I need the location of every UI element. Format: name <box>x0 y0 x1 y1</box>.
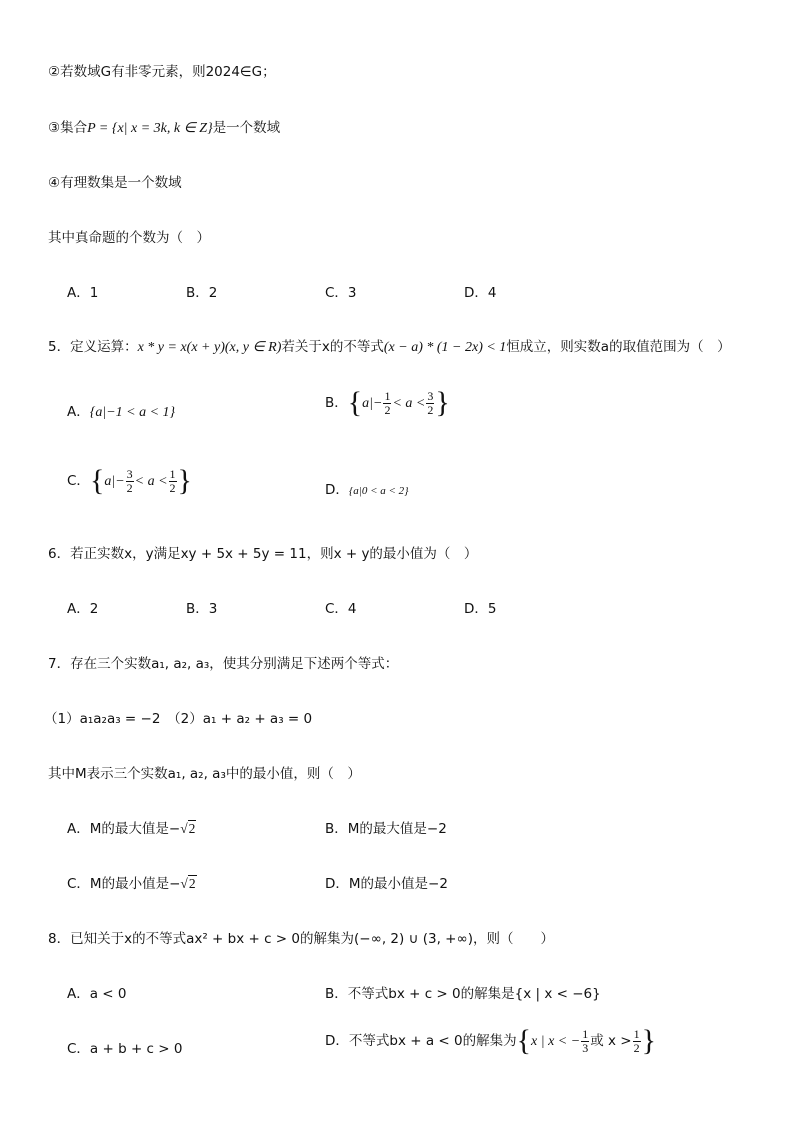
q5-inequality: (x − a) * (1 − 2x) < 1 <box>383 340 507 355</box>
q5-option-d[interactable] <box>325 478 409 498</box>
q5-option-b-frac-1: $\frac{1}{2}$ <box>384 388 391 417</box>
q7-option-a-sqrt: √2 <box>180 821 196 836</box>
question-5-stem <box>48 335 731 356</box>
q5-option-a[interactable] <box>67 400 175 421</box>
q8-option-d-frac-1: $\frac{1}{3}$ <box>582 1026 589 1055</box>
q8-option-d-or: 或 x > <box>590 1033 632 1049</box>
q5-definition: x * y = x(x + y)(x, y ∈ R) <box>137 340 282 355</box>
q7-option-d[interactable]: D．M的最小值是−2 <box>325 876 448 892</box>
q5-middle: 若关于x的不等式 <box>281 339 384 355</box>
statement-3-suffix: 是一个数域 <box>212 120 281 136</box>
question-8-stem: 8．已知关于x的不等式ax² + bx + c > 0的解集为(−∞, 2) ∪ (3, +∞)，则（ ） <box>48 931 554 947</box>
q6-option-d[interactable]: D．5 <box>464 601 497 617</box>
q5-option-d-label: D． <box>325 482 349 498</box>
q5-option-a-set: {a|−1 < a < 1} <box>89 405 176 420</box>
q5-option-b-text: a|− <box>362 396 383 411</box>
q7-option-a-text: A．M的最大值是− <box>67 821 181 837</box>
q5-option-c-text: a|− <box>104 474 125 489</box>
q5-option-c-lt: < a < <box>134 474 168 489</box>
q7-option-c-text: C．M的最小值是− <box>67 876 181 892</box>
statement-3 <box>48 116 280 137</box>
q5-option-c-frac-1: $\frac{3}{2}$ <box>126 466 133 495</box>
q7-option-b[interactable]: B．M的最大值是−2 <box>325 821 447 837</box>
question-4-ask: 其中真命题的个数为（ ） <box>48 230 210 246</box>
statement-3-set: P = {x| x = 3k, k ∈ Z} <box>87 121 213 136</box>
q8-option-b[interactable]: B．不等式bx + c > 0的解集是{x | x < −6} <box>325 986 601 1002</box>
q5-option-b-frac-2: $\frac{3}{2}$ <box>427 388 434 417</box>
q8-option-d[interactable]: D．不等式bx + a < 0的解集为{x | x < − $\frac{1}{3}$ 或 x > $\frac{1}{2}$ } <box>325 1024 656 1057</box>
q4-option-d[interactable]: D．4 <box>464 285 497 301</box>
question-7-stem: 7．存在三个实数a₁, a₂, a₃，使其分别满足下述两个等式： <box>48 656 399 672</box>
q6-option-c[interactable]: C．4 <box>325 601 357 617</box>
q5-option-b-label: B． <box>325 395 348 411</box>
q8-option-d-set-text: x | x < − <box>531 1034 581 1049</box>
q4-option-c[interactable]: C．3 <box>325 285 357 301</box>
q6-option-b[interactable]: B．3 <box>186 601 218 617</box>
q5-prefix: 5．定义运算： <box>48 339 138 355</box>
question-7-ask: 其中M表示三个实数a₁, a₂, a₃中的最小值，则（ ） <box>48 766 361 782</box>
question-7-equations: （1）a₁a₂a₃ = −2 （2）a₁ + a₂ + a₃ = 0 <box>44 711 313 727</box>
q5-option-b-lt: < a < <box>392 396 426 411</box>
q4-option-b[interactable]: B．2 <box>186 285 218 301</box>
question-6-stem: 6．若正实数x，y满足xy + 5x + 5y = 11，则x + y的最小值为（ ） <box>48 546 478 562</box>
q8-option-d-frac-2: $\frac{1}{2}$ <box>633 1026 640 1055</box>
statement-4: ④有理数集是一个数域 <box>48 175 182 191</box>
q7-option-a[interactable] <box>67 817 196 837</box>
q7-option-c-sqrt: √2 <box>180 876 196 891</box>
q5-option-c-frac-2: $\frac{1}{2}$ <box>169 466 176 495</box>
q8-option-d-text: D．不等式bx + a < 0的解集为 <box>325 1033 517 1049</box>
q8-option-c[interactable]: C．a + b + c > 0 <box>67 1041 183 1057</box>
q7-option-c[interactable] <box>67 872 197 892</box>
q5-option-d-set: {a|0 < a < 2} <box>348 485 409 497</box>
q5-option-c[interactable]: C．{a|− $\frac{3}{2}$ < a < $\frac{1}{2}$ } <box>67 464 192 497</box>
q5-option-a-label: A． <box>67 404 90 420</box>
q5-option-c-label: C． <box>67 473 90 489</box>
q8-option-a[interactable]: A．a < 0 <box>67 986 127 1002</box>
statement-3-prefix: ③集合 <box>48 120 88 136</box>
statement-2: ②若数域G有非零元素，则2024∈G； <box>48 64 276 80</box>
q5-option-b[interactable]: B．{a|− $\frac{1}{2}$ < a < $\frac{3}{2}$ } <box>325 386 450 419</box>
q5-suffix: 恒成立，则实数a的取值范围为（ ） <box>506 339 731 355</box>
q6-option-a[interactable]: A．2 <box>67 601 99 617</box>
q4-option-a[interactable]: A．1 <box>67 285 99 301</box>
